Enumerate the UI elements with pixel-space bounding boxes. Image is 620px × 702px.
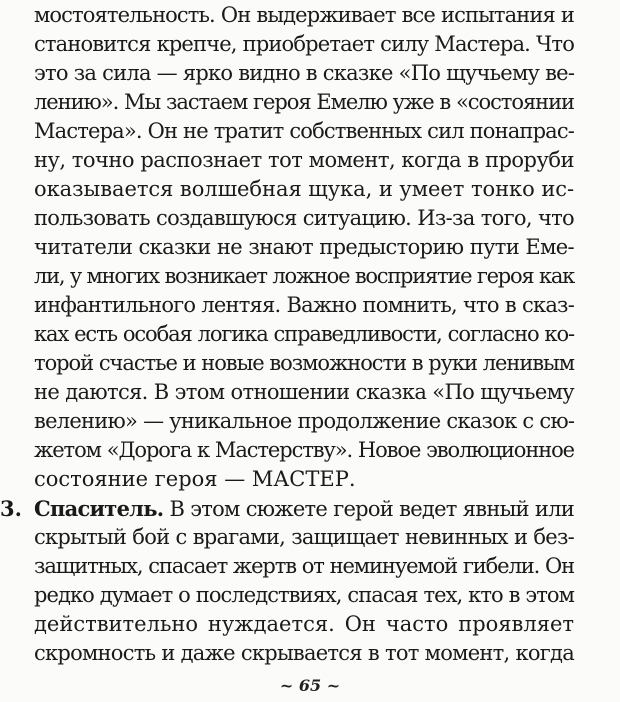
text-line: инфантильного лентяя. Важно помнить, что в сказ-: [34, 293, 574, 317]
text-line: действительно нуждается. Он часто проявляет: [34, 612, 574, 636]
text-line: жетом «Дорога к Мастерству». Новое эволюционное: [34, 438, 574, 462]
text-line: защитных, спасает жертв от неминуемой гибели. Он: [34, 554, 574, 578]
text-line: ках есть особая логика справедливости, согласно ко-: [34, 322, 574, 346]
page-number: ~ 65 ~: [279, 676, 341, 695]
text-line: состояние героя — МАСТЕР.: [34, 467, 356, 491]
list-item-term: Спаситель.: [34, 496, 164, 521]
list-item-text: В этом сюжете герой ведет явный или: [163, 497, 574, 521]
text-line: торой счастье и новые возможности в руки ленивым: [34, 351, 574, 375]
list-item-number: 3.: [0, 496, 22, 521]
text-line: читатели сказки не знают предысторию пути Еме-: [34, 235, 574, 259]
text-line: это за сила — ярко видно в сказке «По щучьему ве-: [34, 61, 575, 85]
text-line: лению». Мы застаем героя Емелю уже в «состоянии: [34, 90, 574, 114]
text-line: скрытый бой с врагами, защищает невинных и без-: [34, 525, 574, 549]
text-line: скромность и даже скрывается в тот момент, когда: [34, 641, 574, 665]
text-line: редко думает о последствиях, спасая тех, кто в этом: [34, 583, 574, 607]
text-line: оказывается волшебная щука, и умеет тонко ис-: [34, 177, 575, 201]
text-line: ли, у многих возникает ложное восприятие героя как: [34, 264, 574, 288]
text-line: велению» — уникальное продолжение сказок с сю-: [34, 409, 575, 433]
text-line: ну, точно распознает тот момент, когда в проруби: [34, 148, 574, 172]
text-line: Мастера». Он не тратит собственных сил понапрас-: [34, 119, 574, 143]
text-line: становится крепче, приобретает силу Мастера. Что: [34, 32, 574, 56]
text-line: мостоятельность. Он выдерживает все испытания и: [34, 3, 574, 27]
list-item-first-line: [34, 495, 574, 522]
text-line: пользовать создавшуюся ситуацию. Из-за того, что: [34, 206, 574, 230]
text-line: не даются. В этом отношении сказка «По щучьему: [34, 380, 574, 404]
